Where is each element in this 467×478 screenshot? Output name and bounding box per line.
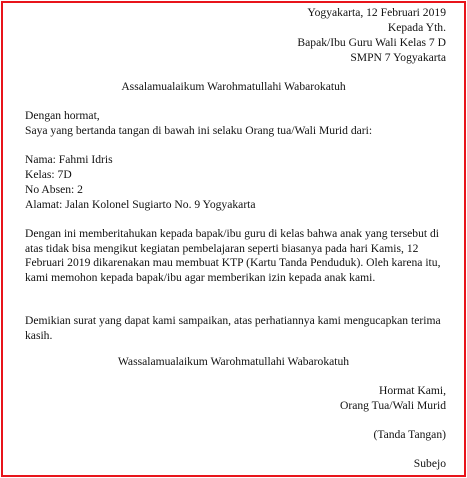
recipient-salutation: Kepada Yth. [387,21,446,34]
student-absen: No Absen: 2 [25,183,83,196]
closing-paragraph: Demikian surat yang dapat kami sampaikan, atas perhatiannya kami mengucapkan terima kasih. [25,314,441,342]
closing-greeting: Wassalamualaikum Warohmatullahi Wabarokatuh [117,355,350,368]
place-date: Yogyakarta, 12 Februari 2019 [307,6,446,19]
student-name: Nama: Fahmi Idris [25,153,113,166]
body-paragraph: Dengan ini memberitahukan kepada bapak/ibu guru di kelas bahwa anak yang tersebut di atas tidak bisa mengikut kegiatan pembelajaran seperti biasanya pada hari Kamis, 12 Februari 2019 dikarenakan mau membuat KTP (Kartu Tanda Penduduk). Oleh karena itu, kami memohon kepada bapak/ibu agar memberikan izin kepada anak kami. [25,227,441,284]
letter-page [3,3,464,475]
signature-placeholder: (Tanda Tangan) [373,428,446,441]
student-class: Kelas: 7D [25,168,72,181]
opening-greeting: Assalamualaikum Warohmatullahi Wabarokatuh [121,80,346,93]
signature-role: Orang Tua/Wali Murid [340,399,446,412]
student-address: Alamat: Jalan Kolonel Sugiarto No. 9 Yogyakarta [25,198,256,211]
letter-frame [1,1,466,477]
opening-statement: Saya yang bertanda tangan di bawah ini selaku Orang tua/Wali Murid dari: [25,124,373,137]
signature-name: Subejo [413,457,446,470]
recipient-school: SMPN 7 Yogyakarta [350,51,446,64]
opening-hormat: Dengan hormat, [25,109,100,122]
signature-regards: Hormat Kami, [379,384,446,397]
recipient-title: Bapak/Ibu Guru Wali Kelas 7 D [297,36,446,49]
